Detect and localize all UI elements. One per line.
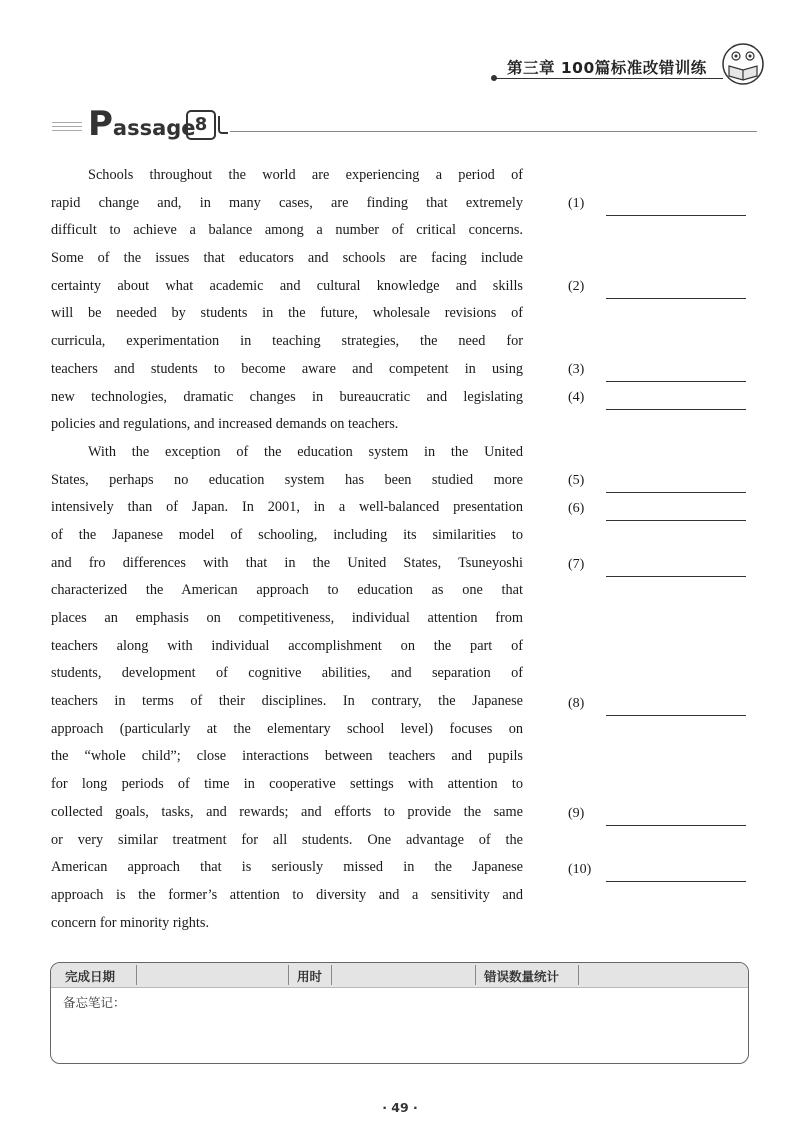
answer-number: (3) — [568, 362, 585, 377]
passage-line: teachers along with individual accomplishment on the part of — [51, 637, 523, 654]
answer-number: (6) — [568, 501, 585, 516]
chapter-title: 第三章 100篇标准改错训练 — [507, 59, 707, 77]
record-separator — [288, 965, 289, 985]
answer-number: (9) — [568, 806, 585, 821]
passage-line: for long periods of time in cooperative settings with attention to — [51, 776, 523, 793]
answer-blank-5[interactable] — [568, 473, 746, 493]
passage-line: intensively than of Japan. In 2001, in a well-balanced presentation — [51, 499, 523, 516]
time-used-label: 用时 — [297, 969, 323, 984]
answer-number: (1) — [568, 196, 585, 211]
answer-number: (8) — [568, 696, 585, 711]
passage-line: States, perhaps no education system has been studied more — [51, 471, 523, 488]
record-header-bar — [51, 963, 748, 988]
passage-number: 8 — [186, 110, 216, 140]
answer-blank-3[interactable] — [568, 362, 746, 382]
passage-line: difficult to achieve a balance among a number of critical concerns. — [51, 222, 523, 239]
answer-blank-8[interactable] — [568, 696, 746, 716]
answer-line — [606, 520, 746, 521]
passage-line: Schools throughout the world are experiencing a period of — [88, 167, 523, 183]
passage-line: collected goals, tasks, and rewards; and efforts to provide the same — [51, 803, 523, 820]
passage-label-initial: P — [88, 104, 113, 144]
answer-line — [606, 409, 746, 410]
passage-line: of the Japanese model of schooling, including its similarities to — [51, 526, 523, 543]
passage-line: concern for minority rights. — [51, 914, 210, 931]
passage-line: certainty about what academic and cultural knowledge and skills — [51, 277, 523, 294]
answer-line — [606, 298, 746, 299]
passage-line: curricula, experimentation in teaching strategies, the need for — [51, 333, 523, 350]
completion-date-label: 完成日期 — [65, 969, 116, 984]
passage-heading — [52, 104, 757, 144]
passage-line: students, development of cognitive abilities, and separation of — [51, 665, 523, 682]
heading-decor-lines — [52, 122, 82, 134]
passage-line: the “whole child”; close interactions between teachers and pupils — [51, 748, 523, 765]
passage-line: teachers and students to become aware and competent in using — [51, 360, 523, 377]
passage-line: teachers in terms of their disciplines. In contrary, the Japanese — [51, 693, 523, 710]
record-separator — [331, 965, 332, 985]
passage-line: Some of the issues that educators and schools are facing include — [51, 250, 523, 267]
passage-line: will be needed by students in the future, wholesale revisions of — [51, 305, 523, 322]
passage-line: approach (particularly at the elementary school level) focuses on — [51, 720, 523, 737]
passage-label-rest: assage — [112, 116, 196, 140]
answer-line — [606, 825, 746, 826]
heading-rule — [230, 131, 757, 132]
answer-number: (7) — [568, 557, 585, 572]
record-box — [50, 962, 749, 1064]
answer-blank-4[interactable] — [568, 390, 746, 410]
passage-line: American approach that is seriously missed in the Japanese — [51, 859, 523, 876]
memo-notes-label: 备忘笔记： — [63, 995, 126, 1010]
answer-blank-7[interactable] — [568, 557, 746, 577]
answer-line — [606, 881, 746, 882]
answer-number: (2) — [568, 279, 585, 294]
passage-line: approach is the former’s attention to diversity and a sensitivity and — [51, 886, 523, 903]
passage-line: or very similar treatment for all students. One advantage of the — [51, 831, 523, 848]
passage-body — [51, 162, 523, 937]
answer-blank-9[interactable] — [568, 806, 746, 826]
passage-line: characterized the American approach to education as one that — [51, 582, 523, 599]
answer-line — [606, 215, 746, 216]
answer-number: (4) — [568, 390, 585, 405]
answer-line — [606, 576, 746, 577]
answer-line — [606, 715, 746, 716]
answer-blank-1[interactable] — [568, 196, 746, 216]
chapter-header — [495, 48, 770, 82]
header-underline — [495, 78, 723, 79]
record-separator — [136, 965, 137, 985]
record-separator — [475, 965, 476, 985]
answer-line — [606, 492, 746, 493]
answer-number: (5) — [568, 473, 585, 488]
reading-mascot-icon — [721, 42, 765, 86]
passage-label — [88, 104, 196, 144]
passage-line: and fro differences with that in the United States, Tsuneyoshi — [51, 554, 523, 571]
record-separator — [578, 965, 579, 985]
passage-line: places an emphasis on competitiveness, individual attention from — [51, 610, 523, 626]
answer-blank-2[interactable] — [568, 279, 746, 299]
answer-line — [606, 381, 746, 382]
answer-number: (10) — [568, 862, 592, 877]
error-count-label: 错误数量统计 — [484, 969, 560, 984]
passage-number-tail — [218, 116, 228, 134]
answer-blank-6[interactable] — [568, 501, 746, 521]
passage-line: rapid change and, in many cases, are finding that extremely — [51, 194, 523, 211]
answer-blank-10[interactable] — [568, 862, 746, 882]
passage-line: policies and regulations, and increased demands on teachers. — [51, 416, 399, 433]
page-number: · 49 · — [382, 1100, 418, 1115]
passage-line: new technologies, dramatic changes in bureaucratic and legislating — [51, 388, 523, 405]
passage-line: With the exception of the education system in the United — [88, 443, 523, 460]
